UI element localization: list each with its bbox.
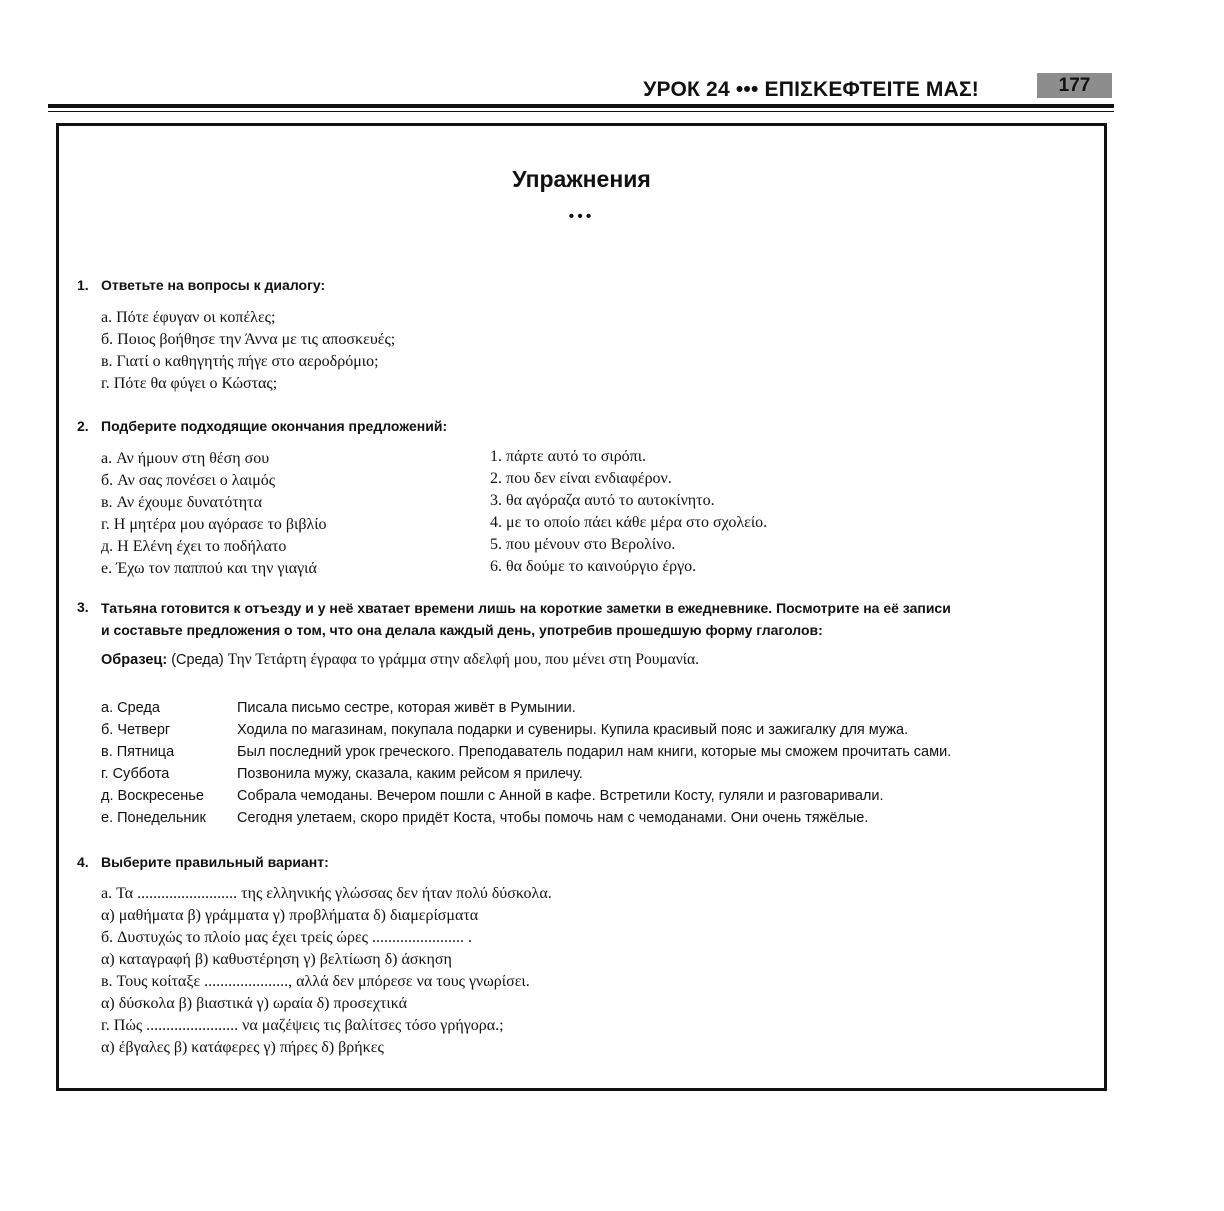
list-item: 1. πάρτε αυτό το σιρόπι. [490, 448, 647, 465]
diary-day: б. Четверг [101, 722, 171, 738]
diary-note: Собрала чемоданы. Вечером пошли с Анной в кафе. Встретили Косту, гуляли и разговаривали. [237, 788, 884, 804]
list-item: в. Τους κοίταξε ....................., αλλά δεν μπόρεσε να τους γνωρίσει. [101, 973, 530, 990]
exercise-4-heading [77, 854, 329, 870]
lesson-title: УРОК 24 ••• ΕΠΙΣΚΕΦΤΕΙΤΕ ΜΑΣ! [643, 78, 979, 101]
header-rule-thin [48, 111, 1114, 112]
diary-day: г. Суббота [101, 766, 170, 782]
diary-note: Был последний урок греческого. Преподаватель подарил нам книги, которые мы сможем прочитать сами. [237, 744, 952, 760]
exercise-3-instruction [101, 597, 1061, 641]
exercise-1-heading [77, 277, 325, 293]
exercise-number: 4. [77, 854, 89, 870]
diary-day: д. Воскресенье [101, 788, 204, 804]
exercise-number: 1. [77, 277, 89, 293]
answer-options: α) μαθήματα β) γράμματα γ) προβλήματα δ) διαμερίσματα [101, 907, 479, 924]
exercises-frame [56, 123, 1107, 1091]
diary-note: Сегодня улетаем, скоро придёт Коста, чтобы помочь нам с чемоданами. Они очень тяжёлые. [237, 810, 869, 826]
list-item: 2. που δεν είναι ενδιαφέρον. [490, 470, 672, 487]
exercise-2-sentence-starts [101, 448, 327, 580]
section-dots: ••• [568, 208, 595, 225]
diary-day: а. Среда [101, 700, 160, 716]
list-item: 5. που μένουν στο Βερολίνο. [490, 536, 676, 553]
exercise-2-sentence-endings [490, 446, 767, 578]
list-item: б. Αν σας πονέσει ο λαιμός [101, 472, 276, 489]
sample-day: (Среда) [171, 652, 224, 668]
instruction-line: и составьте предложения о том, что она делала каждый день, употребив прошедшую форму глаголов: [101, 622, 823, 638]
diary-note: Ходила по магазинам, покупала подарки и сувениры. Купила красивый пояс и зажигалку для мужа. [237, 722, 909, 738]
page-number: 177 [1037, 73, 1112, 98]
exercise-number: 2. [77, 418, 89, 434]
list-item: г. Πώς ....................... να μαζέψεις τις βαλίτσες τόσο γρήγορα.; [101, 1017, 504, 1034]
exercise-instruction: Выберите правильный вариант: [101, 854, 329, 870]
diary-row [101, 807, 951, 829]
diary-row [101, 741, 951, 763]
exercise-3-diary [101, 697, 951, 829]
exercise-3-sample [101, 651, 699, 669]
instruction-line: Татьяна готовится к отъезду и у неё хватает времени лишь на короткие заметки в ежедневнике. Посмотрите на её записи [101, 600, 951, 616]
list-item: 4. με το οποίο πάει κάθε μέρα στο σχολείο. [490, 514, 768, 531]
answer-options: α) έβγαλες β) κατάφερες γ) πήρες δ) βρήκες [101, 1039, 384, 1056]
exercise-4-items [101, 883, 552, 1059]
section-title: Упражнения [512, 166, 651, 192]
list-item: а. Αν ήμουν στη θέση σου [101, 450, 270, 467]
list-item: е. Έχω τον παππού και την γιαγιά [101, 560, 317, 577]
diary-day: е. Понедельник [101, 810, 206, 826]
diary-note: Позвонила мужу, сказала, каким рейсом я прилечу. [237, 766, 583, 782]
answer-options: α) καταγραφή β) καθυστέρηση γ) βελτίωση δ) άσκηση [101, 951, 452, 968]
answer-options: α) δύσκολα β) βιαστικά γ) ωραία δ) προσεχτικά [101, 995, 408, 1012]
header-rule-thick [48, 104, 1114, 108]
sample-label: Образец: [101, 652, 168, 668]
sample-text: Την Τετάρτη έγραφα το γράμμα στην αδελφή μου, που μένει στη Ρουμανία. [227, 651, 699, 668]
exercise-3-number: 3. [77, 599, 89, 615]
list-item: б. Δυστυχώς το πλοίο μας έχει τρείς ώρες ....................... . [101, 929, 472, 946]
page-header [0, 0, 1224, 110]
diary-row [101, 785, 951, 807]
list-item: г. Πότε θα φύγει ο Κώστας; [101, 375, 278, 392]
exercise-2-heading [77, 418, 447, 434]
list-item: а. Πότε έφυγαν οι κοπέλες; [101, 309, 276, 326]
exercise-instruction: Ответьте на вопросы к диалогу: [101, 277, 326, 293]
list-item: а. Τα ......................... της ελληνικής γλώσσας δεν ήταν πολύ δύσκολα. [101, 885, 552, 902]
list-item: в. Γιατί ο καθηγητής πήγε στο αεροδρόμιο; [101, 353, 379, 370]
list-item: д. Η Ελένη έχει το ποδήλατο [101, 538, 287, 555]
diary-row [101, 763, 951, 785]
diary-row [101, 719, 951, 741]
list-item: б. Ποιος βοήθησε την Άννα με τις αποσκευές; [101, 331, 396, 348]
list-item: г. Η μητέρα μου αγόρασε το βιβλίο [101, 516, 327, 533]
exercise-instruction: Подберите подходящие окончания предложений: [101, 418, 448, 434]
list-item: в. Αν έχουμε δυνατότητα [101, 494, 262, 511]
diary-row [101, 697, 951, 719]
exercise-1-questions [101, 307, 395, 395]
list-item: 6. θα δούμε το καινούργιο έργο. [490, 558, 697, 575]
diary-note: Писала письмо сестре, которая живёт в Румынии. [237, 700, 576, 716]
diary-day: в. Пятница [101, 744, 175, 760]
list-item: 3. θα αγόραζα αυτό το αυτοκίνητο. [490, 492, 715, 509]
